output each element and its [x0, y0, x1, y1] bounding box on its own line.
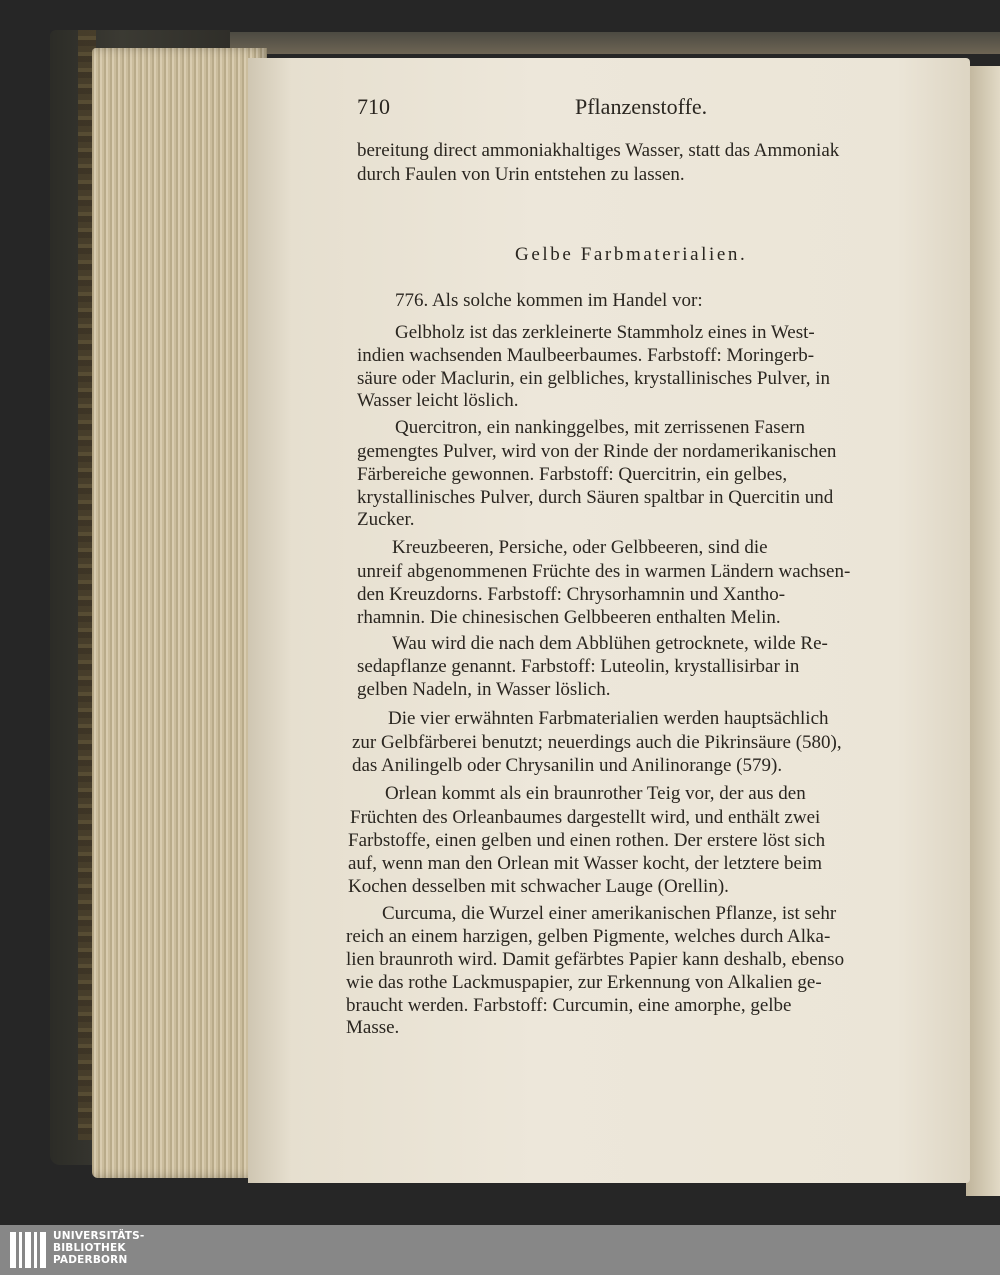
text-line: Färbereiche gewonnen. Farbstoff: Quercitrin, ein gelbes,: [357, 464, 788, 485]
text-line: wie das rothe Lackmuspapier, zur Erkennung von Alkalien ge-: [346, 972, 822, 993]
text-line: braucht werden. Farbstoff: Curcumin, eine amorphe, gelbe: [346, 995, 792, 1016]
text-line: rhamnin. Die chinesischen Gelbbeeren enthalten Melin.: [357, 607, 781, 628]
text-line: bereitung direct ammoniakhaltiges Wasser, statt das Ammoniak: [357, 140, 840, 161]
section-title: Gelbe Farbmaterialien.: [515, 244, 748, 265]
text-line: gemengtes Pulver, wird von der Rinde der nordamerikanischen: [357, 441, 837, 462]
text-line: Curcuma, die Wurzel einer amerikanischen Pflanze, ist sehr: [382, 903, 837, 924]
text-line: den Kreuzdorns. Farbstoff: Chrysorhamnin und Xantho-: [357, 584, 786, 605]
text-line: das Anilingelb oder Chrysanilin und Anilinorange (579).: [352, 755, 783, 776]
text-line: Die vier erwähnten Farbmaterialien werden hauptsächlich: [388, 708, 829, 729]
text-line: Zucker.: [357, 509, 415, 530]
logo-line-3: PADERBORN: [53, 1254, 128, 1266]
text-line: reich an einem harzigen, gelben Pigmente, welches durch Alka-: [346, 926, 831, 947]
logo-line-1: UNIVERSITÄTS-: [53, 1230, 145, 1242]
logo-text: [53, 1230, 163, 1266]
text-line: Quercitron, ein nankinggelbes, mit zerrissenen Fasern: [395, 417, 805, 438]
text-line: sedapflanze genannt. Farbstoff: Luteolin, krystallisirbar in: [357, 656, 800, 677]
text-line: Wau wird die nach dem Abblühen getrocknete, wilde Re-: [392, 633, 828, 654]
text-line: zur Gelbfärberei benutzt; neuerdings auch die Pikrinsäure (580),: [352, 732, 842, 753]
text-line: Kreuzbeeren, Persiche, oder Gelbbeeren, sind die: [392, 537, 768, 558]
text-line: unreif abgenommenen Früchte des in warmen Ländern wachsen-: [357, 561, 851, 582]
text-line: indien wachsenden Maulbeerbaumes. Farbstoff: Moringerb-: [357, 345, 815, 366]
text-line: durch Faulen von Urin entstehen zu lassen.: [357, 164, 685, 185]
running-title: Pflanzenstoffe.: [575, 94, 708, 119]
text-line: krystallinisches Pulver, durch Säuren spaltbar in Quercitin und: [357, 487, 834, 508]
text-line: auf, wenn man den Orlean mit Wasser kocht, der letztere beim: [348, 853, 822, 874]
logo-bars-icon: [10, 1232, 50, 1268]
text-line: Masse.: [346, 1017, 400, 1038]
page-number: 710: [357, 94, 390, 119]
text-line: lien braunroth wird. Damit gefärbtes Papier kann deshalb, ebenso: [346, 949, 845, 970]
logo-line-2: BIBLIOTHEK: [53, 1242, 126, 1254]
text-line: gelben Nadeln, in Wasser löslich.: [357, 679, 611, 700]
text-line: 776. Als solche kommen im Handel vor:: [395, 290, 703, 311]
text-line: Farbstoffe, einen gelben und einen rothen. Der erstere löst sich: [348, 830, 826, 851]
text-line: Wasser leicht löslich.: [357, 390, 519, 411]
text-line: Früchten des Orleanbaumes dargestellt wird, und enthält zwei: [350, 807, 821, 828]
text-line: Gelbholz ist das zerkleinerte Stammholz eines in West-: [395, 322, 815, 343]
text-line: säure oder Maclurin, ein gelbliches, krystallinisches Pulver, in: [357, 368, 831, 389]
text-line: Orlean kommt als ein braunrother Teig vor, der aus den: [385, 783, 806, 804]
text-line: Kochen desselben mit schwacher Lauge (Orellin).: [348, 876, 729, 897]
library-logo: [10, 1230, 160, 1272]
